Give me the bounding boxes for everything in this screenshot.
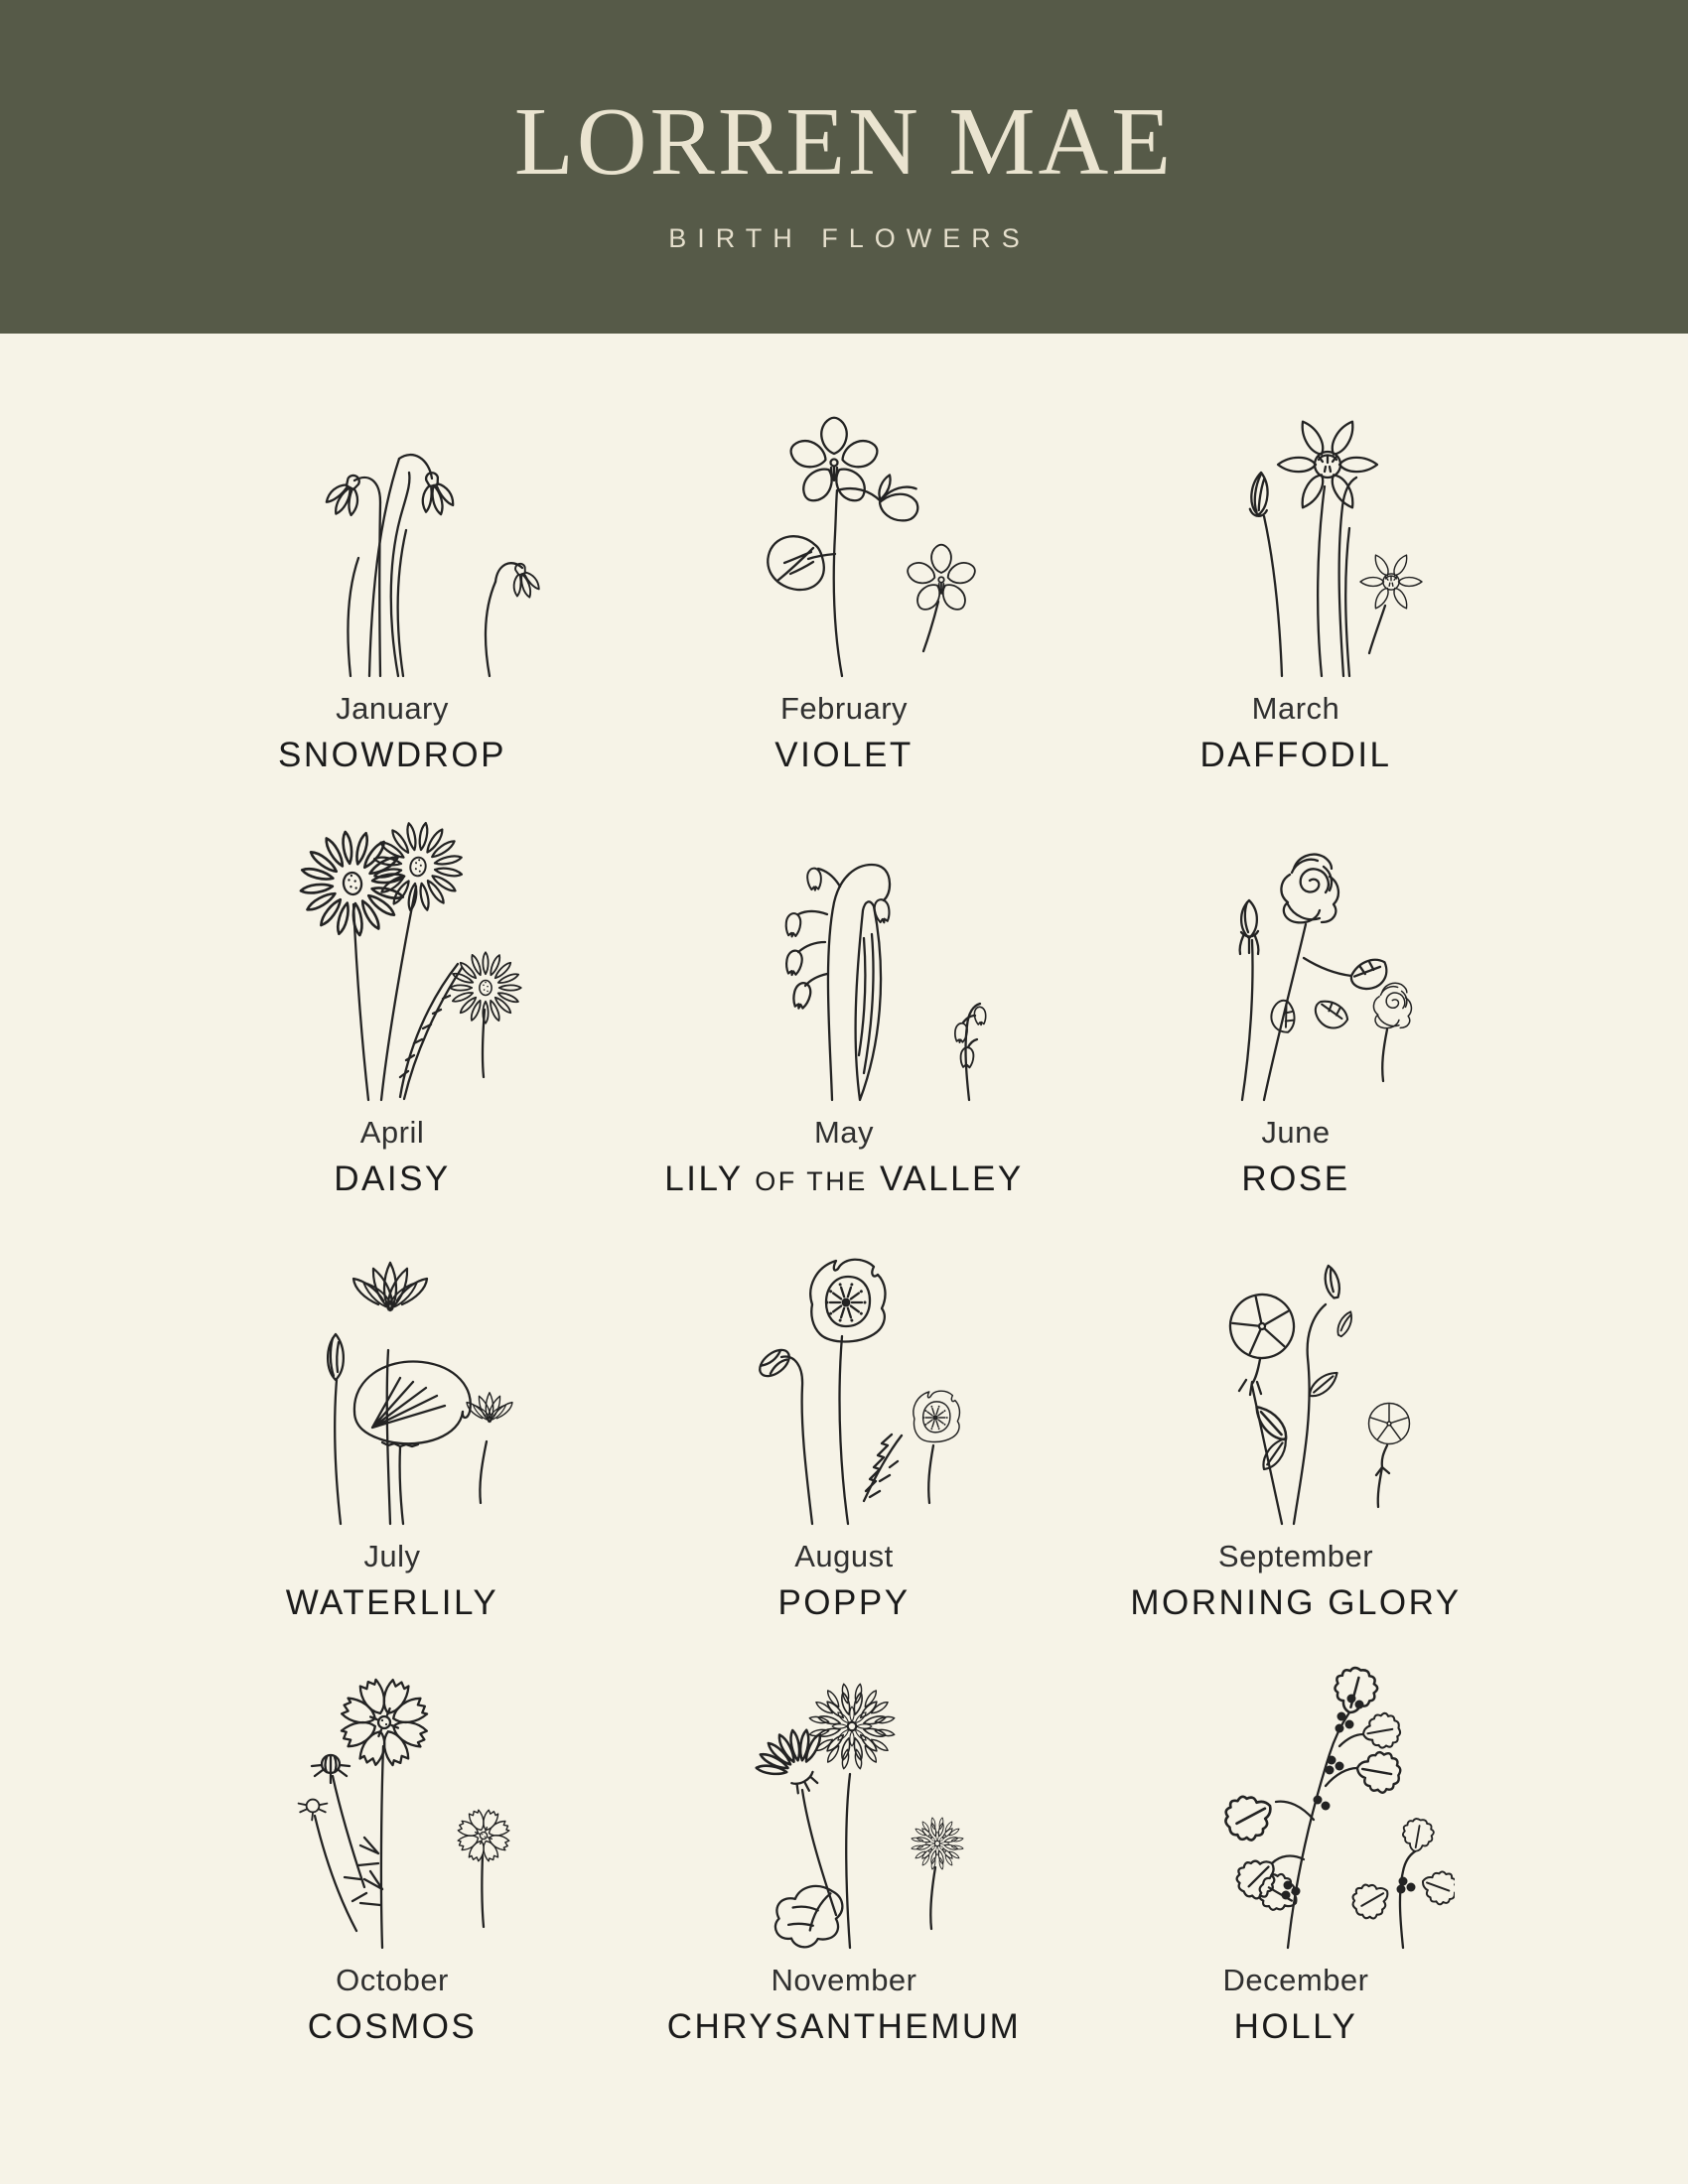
flower-label: POPPY	[777, 1583, 911, 1622]
flower-label: DAFFODIL	[1199, 736, 1392, 774]
month-cell-september	[1070, 1231, 1522, 1655]
month-label: September	[1217, 1539, 1374, 1573]
flower-label: DAISY	[334, 1160, 451, 1198]
month-label: August	[794, 1539, 894, 1573]
month-cell-december	[1070, 1655, 1522, 2079]
rose-illustration	[1137, 807, 1455, 1105]
month-cell-june	[1070, 807, 1522, 1231]
daffodil-illustration	[1137, 383, 1455, 681]
brand-title: LORREN MAE	[513, 88, 1175, 196]
month-cell-january	[167, 383, 619, 807]
poppy-illustration	[685, 1231, 1003, 1529]
flower-label: LILY OF THE VALLEY	[664, 1160, 1024, 1198]
birth-flower-grid	[0, 334, 1688, 2079]
month-label: June	[1261, 1115, 1331, 1150]
month-label: December	[1222, 1963, 1369, 1997]
flower-label: WATERLILY	[285, 1583, 499, 1622]
month-label: March	[1251, 691, 1340, 726]
month-cell-november	[619, 1655, 1070, 2079]
month-cell-may	[619, 807, 1070, 1231]
flower-label: VIOLET	[774, 736, 914, 774]
snowdrop-illustration	[233, 383, 551, 681]
month-cell-july	[167, 1231, 619, 1655]
month-label: November	[771, 1963, 917, 1997]
month-label: July	[363, 1539, 421, 1573]
chrysanthemum-illustration	[685, 1655, 1003, 1953]
header-banner	[0, 0, 1688, 334]
flower-label: MORNING GLORY	[1130, 1583, 1462, 1622]
month-cell-august	[619, 1231, 1070, 1655]
flower-label: SNOWDROP	[278, 736, 506, 774]
waterlily-illustration	[233, 1231, 551, 1529]
flower-label: CHRYSANTHEMUM	[666, 2007, 1022, 2046]
month-cell-february	[619, 383, 1070, 807]
holly-illustration	[1137, 1655, 1455, 1953]
cosmos-illustration	[233, 1655, 551, 1953]
daisy-illustration	[233, 807, 551, 1105]
flower-label: ROSE	[1241, 1160, 1350, 1198]
month-label: February	[779, 691, 909, 726]
violet-illustration	[685, 383, 1003, 681]
month-label: January	[336, 691, 449, 726]
flower-label: HOLLY	[1233, 2007, 1358, 2046]
month-cell-april	[167, 807, 619, 1231]
month-label: October	[336, 1963, 449, 1997]
month-cell-october	[167, 1655, 619, 2079]
month-label: April	[359, 1115, 425, 1150]
month-cell-march	[1070, 383, 1522, 807]
morning-glory-illustration	[1137, 1231, 1455, 1529]
month-label: May	[813, 1115, 875, 1150]
poster-subtitle: BIRTH FLOWERS	[668, 222, 1031, 253]
flower-label: COSMOS	[307, 2007, 478, 2046]
lily-of-the-valley-illustration	[685, 807, 1003, 1105]
